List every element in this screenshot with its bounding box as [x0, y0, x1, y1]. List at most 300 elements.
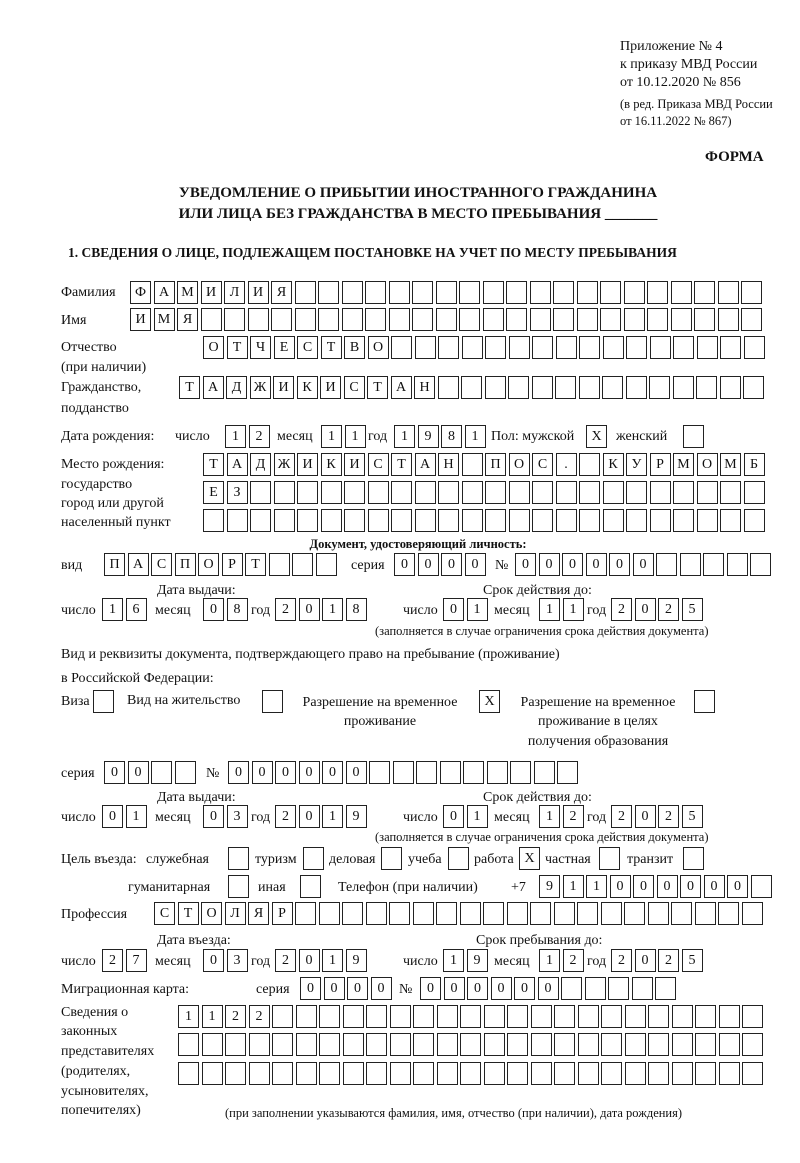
character-cell[interactable] [554, 1005, 575, 1028]
character-cell[interactable] [249, 1033, 270, 1056]
character-cell[interactable]: 1 [586, 875, 607, 898]
character-cell[interactable] [649, 376, 670, 399]
checkbox-cell[interactable]: X [479, 690, 500, 713]
character-cell[interactable] [553, 308, 574, 331]
stay-doc-number-field[interactable] [228, 761, 581, 784]
character-cell[interactable]: 1 [539, 805, 560, 828]
character-cell[interactable]: 2 [249, 425, 270, 448]
character-cell[interactable] [750, 553, 771, 576]
character-cell[interactable] [509, 336, 530, 359]
character-cell[interactable] [556, 509, 577, 532]
character-cell[interactable] [151, 761, 172, 784]
character-cell[interactable]: 0 [104, 761, 125, 784]
migration-card-series-field[interactable] [300, 977, 394, 1000]
birth-place-field[interactable] [203, 453, 767, 476]
purpose-tourism-checkbox[interactable] [303, 847, 327, 870]
character-cell[interactable] [440, 761, 461, 784]
character-cell[interactable] [248, 308, 269, 331]
character-cell[interactable] [484, 1005, 505, 1028]
character-cell[interactable] [413, 902, 434, 925]
character-cell[interactable]: Ж [250, 376, 271, 399]
patronymic-field[interactable] [203, 336, 767, 359]
character-cell[interactable] [531, 1033, 552, 1056]
character-cell[interactable]: 0 [346, 761, 367, 784]
character-cell[interactable]: 2 [611, 949, 632, 972]
character-cell[interactable] [391, 509, 412, 532]
migration-card-number-field[interactable] [420, 977, 679, 1000]
character-cell[interactable]: 0 [347, 977, 368, 1000]
character-cell[interactable]: Е [203, 481, 224, 504]
character-cell[interactable]: 1 [321, 425, 342, 448]
character-cell[interactable] [509, 481, 530, 504]
character-cell[interactable] [744, 336, 765, 359]
character-cell[interactable] [390, 1005, 411, 1028]
character-cell[interactable]: 0 [324, 977, 345, 1000]
character-cell[interactable]: К [297, 376, 318, 399]
character-cell[interactable] [463, 761, 484, 784]
character-cell[interactable]: Н [438, 453, 459, 476]
character-cell[interactable] [269, 553, 290, 576]
character-cell[interactable]: А [128, 553, 149, 576]
character-cell[interactable]: 2 [249, 1005, 270, 1028]
birth-place-field[interactable] [203, 481, 767, 504]
character-cell[interactable] [507, 1005, 528, 1028]
character-cell[interactable]: 0 [203, 598, 224, 621]
character-cell[interactable]: 0 [252, 761, 273, 784]
character-cell[interactable]: К [603, 453, 624, 476]
character-cell[interactable] [624, 902, 645, 925]
character-cell[interactable]: Я [177, 308, 198, 331]
checkbox-cell[interactable] [303, 847, 324, 870]
character-cell[interactable] [178, 1062, 199, 1085]
character-cell[interactable] [412, 281, 433, 304]
character-cell[interactable] [727, 553, 748, 576]
character-cell[interactable] [319, 1062, 340, 1085]
checkbox-cell[interactable] [228, 875, 249, 898]
character-cell[interactable]: А [391, 376, 412, 399]
character-cell[interactable] [718, 308, 739, 331]
valid-month-field[interactable] [539, 598, 586, 621]
character-cell[interactable]: Т [203, 453, 224, 476]
character-cell[interactable]: 2 [611, 805, 632, 828]
character-cell[interactable]: 0 [418, 553, 439, 576]
character-cell[interactable]: 2 [275, 805, 296, 828]
character-cell[interactable] [579, 509, 600, 532]
visa-checkbox[interactable] [93, 690, 117, 713]
character-cell[interactable]: Р [272, 902, 293, 925]
character-cell[interactable] [579, 453, 600, 476]
character-cell[interactable] [742, 1005, 763, 1028]
character-cell[interactable] [343, 1005, 364, 1028]
character-cell[interactable] [413, 1062, 434, 1085]
character-cell[interactable] [483, 281, 504, 304]
character-cell[interactable] [625, 1005, 646, 1028]
character-cell[interactable]: 0 [491, 977, 512, 1000]
character-cell[interactable] [484, 1033, 505, 1056]
character-cell[interactable]: 1 [563, 598, 584, 621]
character-cell[interactable] [436, 902, 457, 925]
character-cell[interactable] [696, 376, 717, 399]
character-cell[interactable]: 3 [227, 949, 248, 972]
character-cell[interactable] [655, 977, 676, 1000]
character-cell[interactable] [530, 308, 551, 331]
issue-day-field[interactable] [102, 805, 149, 828]
character-cell[interactable] [672, 1062, 693, 1085]
character-cell[interactable]: 2 [611, 598, 632, 621]
character-cell[interactable] [648, 1062, 669, 1085]
character-cell[interactable]: З [227, 481, 248, 504]
character-cell[interactable] [460, 1062, 481, 1085]
character-cell[interactable]: И [320, 376, 341, 399]
character-cell[interactable] [673, 481, 694, 504]
birth-day-field[interactable] [225, 425, 272, 448]
character-cell[interactable]: 0 [228, 761, 249, 784]
character-cell[interactable] [648, 1033, 669, 1056]
character-cell[interactable] [603, 509, 624, 532]
character-cell[interactable] [321, 509, 342, 532]
character-cell[interactable]: С [344, 376, 365, 399]
checkbox-cell[interactable] [300, 875, 321, 898]
issue-month-field[interactable] [203, 805, 250, 828]
character-cell[interactable] [507, 902, 528, 925]
character-cell[interactable] [601, 902, 622, 925]
character-cell[interactable] [437, 1005, 458, 1028]
character-cell[interactable] [319, 1033, 340, 1056]
character-cell[interactable]: 2 [102, 949, 123, 972]
character-cell[interactable]: 1 [467, 805, 488, 828]
sex-female-checkbox[interactable] [683, 425, 707, 448]
character-cell[interactable]: 0 [203, 805, 224, 828]
character-cell[interactable]: Д [250, 453, 271, 476]
character-cell[interactable]: 0 [300, 977, 321, 1000]
character-cell[interactable]: Р [650, 453, 671, 476]
character-cell[interactable] [438, 336, 459, 359]
character-cell[interactable]: 0 [727, 875, 748, 898]
checkbox-cell[interactable]: X [586, 425, 607, 448]
character-cell[interactable] [650, 481, 671, 504]
character-cell[interactable] [343, 1033, 364, 1056]
sex-male-checkbox[interactable] [586, 425, 610, 448]
character-cell[interactable] [343, 1062, 364, 1085]
character-cell[interactable]: 1 [539, 949, 560, 972]
character-cell[interactable] [296, 1005, 317, 1028]
character-cell[interactable] [462, 481, 483, 504]
character-cell[interactable]: С [532, 453, 553, 476]
character-cell[interactable] [460, 1033, 481, 1056]
character-cell[interactable] [438, 509, 459, 532]
character-cell[interactable]: 0 [394, 553, 415, 576]
character-cell[interactable] [369, 761, 390, 784]
character-cell[interactable] [316, 553, 337, 576]
stay-until-day-field[interactable] [443, 949, 490, 972]
character-cell[interactable]: О [697, 453, 718, 476]
valid-year-field[interactable] [611, 598, 705, 621]
character-cell[interactable] [647, 308, 668, 331]
character-cell[interactable]: Т [179, 376, 200, 399]
character-cell[interactable] [415, 481, 436, 504]
birth-place-field[interactable] [203, 509, 767, 532]
character-cell[interactable]: О [201, 902, 222, 925]
character-cell[interactable] [625, 1033, 646, 1056]
character-cell[interactable] [695, 902, 716, 925]
character-cell[interactable]: Т [245, 553, 266, 576]
character-cell[interactable] [295, 902, 316, 925]
character-cell[interactable] [462, 453, 483, 476]
character-cell[interactable] [366, 1005, 387, 1028]
character-cell[interactable] [602, 376, 623, 399]
character-cell[interactable]: Ф [130, 281, 151, 304]
valid-day-field[interactable] [443, 805, 490, 828]
character-cell[interactable]: 2 [563, 949, 584, 972]
character-cell[interactable]: А [415, 453, 436, 476]
character-cell[interactable] [295, 308, 316, 331]
character-cell[interactable]: 0 [299, 761, 320, 784]
id-doc-number-field[interactable] [515, 553, 774, 576]
character-cell[interactable]: 0 [465, 553, 486, 576]
character-cell[interactable] [295, 281, 316, 304]
character-cell[interactable]: Т [367, 376, 388, 399]
character-cell[interactable]: О [198, 553, 219, 576]
character-cell[interactable]: Ч [250, 336, 271, 359]
character-cell[interactable]: И [248, 281, 269, 304]
character-cell[interactable] [556, 336, 577, 359]
character-cell[interactable]: С [368, 453, 389, 476]
purpose-other-checkbox[interactable] [300, 875, 324, 898]
checkbox-cell[interactable] [262, 690, 283, 713]
character-cell[interactable] [718, 281, 739, 304]
character-cell[interactable] [719, 1033, 740, 1056]
character-cell[interactable] [553, 281, 574, 304]
purpose-transit-checkbox[interactable] [683, 847, 707, 870]
character-cell[interactable]: О [203, 336, 224, 359]
character-cell[interactable] [601, 1033, 622, 1056]
character-cell[interactable] [718, 902, 739, 925]
character-cell[interactable]: 8 [441, 425, 462, 448]
character-cell[interactable]: 1 [126, 805, 147, 828]
character-cell[interactable]: 2 [275, 949, 296, 972]
character-cell[interactable] [460, 1005, 481, 1028]
character-cell[interactable] [507, 1033, 528, 1056]
character-cell[interactable]: 1 [443, 949, 464, 972]
profession-field[interactable] [154, 902, 765, 925]
character-cell[interactable] [585, 977, 606, 1000]
character-cell[interactable] [673, 509, 694, 532]
checkbox-cell[interactable] [93, 690, 114, 713]
character-cell[interactable] [673, 376, 694, 399]
character-cell[interactable] [483, 902, 504, 925]
checkbox-cell[interactable] [228, 847, 249, 870]
character-cell[interactable]: 0 [420, 977, 441, 1000]
character-cell[interactable] [461, 376, 482, 399]
character-cell[interactable] [506, 281, 527, 304]
character-cell[interactable] [366, 1033, 387, 1056]
character-cell[interactable]: 0 [539, 553, 560, 576]
character-cell[interactable] [389, 281, 410, 304]
character-cell[interactable] [650, 509, 671, 532]
character-cell[interactable]: 0 [299, 949, 320, 972]
character-cell[interactable] [531, 1062, 552, 1085]
character-cell[interactable]: 0 [586, 553, 607, 576]
character-cell[interactable] [391, 336, 412, 359]
character-cell[interactable] [741, 308, 762, 331]
purpose-private-checkbox[interactable] [599, 847, 623, 870]
character-cell[interactable]: 1 [202, 1005, 223, 1028]
character-cell[interactable] [365, 308, 386, 331]
character-cell[interactable] [292, 553, 313, 576]
character-cell[interactable] [508, 376, 529, 399]
character-cell[interactable]: 1 [322, 949, 343, 972]
character-cell[interactable] [744, 481, 765, 504]
character-cell[interactable]: 0 [128, 761, 149, 784]
character-cell[interactable] [487, 761, 508, 784]
character-cell[interactable] [534, 761, 555, 784]
character-cell[interactable] [462, 509, 483, 532]
character-cell[interactable] [318, 281, 339, 304]
character-cell[interactable] [224, 308, 245, 331]
character-cell[interactable]: 2 [275, 598, 296, 621]
character-cell[interactable] [201, 308, 222, 331]
character-cell[interactable] [741, 281, 762, 304]
character-cell[interactable]: 1 [178, 1005, 199, 1028]
character-cell[interactable] [415, 336, 436, 359]
character-cell[interactable]: 0 [633, 875, 654, 898]
character-cell[interactable] [483, 308, 504, 331]
issue-day-field[interactable] [102, 598, 149, 621]
character-cell[interactable] [393, 761, 414, 784]
character-cell[interactable] [390, 1033, 411, 1056]
character-cell[interactable]: Я [248, 902, 269, 925]
character-cell[interactable]: 9 [346, 805, 367, 828]
character-cell[interactable] [579, 481, 600, 504]
character-cell[interactable]: 2 [658, 805, 679, 828]
character-cell[interactable]: 0 [322, 761, 343, 784]
character-cell[interactable]: 1 [539, 598, 560, 621]
character-cell[interactable]: 8 [227, 598, 248, 621]
character-cell[interactable] [720, 481, 741, 504]
character-cell[interactable]: 1 [322, 805, 343, 828]
character-cell[interactable] [509, 509, 530, 532]
character-cell[interactable]: 1 [563, 875, 584, 898]
id-doc-series-field[interactable] [394, 553, 488, 576]
character-cell[interactable] [413, 1005, 434, 1028]
character-cell[interactable]: 0 [704, 875, 725, 898]
character-cell[interactable] [321, 481, 342, 504]
character-cell[interactable]: И [130, 308, 151, 331]
character-cell[interactable] [532, 481, 553, 504]
character-cell[interactable] [342, 308, 363, 331]
character-cell[interactable] [274, 481, 295, 504]
character-cell[interactable]: О [368, 336, 389, 359]
character-cell[interactable] [272, 1033, 293, 1056]
character-cell[interactable]: 1 [345, 425, 366, 448]
character-cell[interactable] [554, 902, 575, 925]
character-cell[interactable] [578, 1005, 599, 1028]
character-cell[interactable] [656, 553, 677, 576]
character-cell[interactable] [697, 481, 718, 504]
character-cell[interactable] [506, 308, 527, 331]
character-cell[interactable] [532, 376, 553, 399]
checkbox-cell[interactable] [599, 847, 620, 870]
checkbox-cell[interactable] [683, 847, 704, 870]
character-cell[interactable] [485, 376, 506, 399]
character-cell[interactable] [249, 1062, 270, 1085]
representatives-field[interactable] [178, 1005, 766, 1028]
character-cell[interactable]: 5 [682, 949, 703, 972]
character-cell[interactable]: О [509, 453, 530, 476]
character-cell[interactable] [720, 336, 741, 359]
character-cell[interactable] [296, 1062, 317, 1085]
character-cell[interactable] [459, 308, 480, 331]
character-cell[interactable]: 0 [443, 598, 464, 621]
character-cell[interactable]: Н [414, 376, 435, 399]
character-cell[interactable] [577, 308, 598, 331]
character-cell[interactable]: 0 [610, 875, 631, 898]
character-cell[interactable] [695, 1062, 716, 1085]
character-cell[interactable]: А [154, 281, 175, 304]
character-cell[interactable] [416, 761, 437, 784]
character-cell[interactable] [554, 1062, 575, 1085]
temp-residence-edu-checkbox[interactable] [694, 690, 718, 713]
character-cell[interactable] [608, 977, 629, 1000]
character-cell[interactable]: 0 [562, 553, 583, 576]
character-cell[interactable] [530, 902, 551, 925]
character-cell[interactable]: И [273, 376, 294, 399]
character-cell[interactable]: 5 [682, 805, 703, 828]
character-cell[interactable] [507, 1062, 528, 1085]
character-cell[interactable] [202, 1033, 223, 1056]
character-cell[interactable]: 1 [467, 598, 488, 621]
representatives-field[interactable] [178, 1062, 766, 1085]
character-cell[interactable]: К [321, 453, 342, 476]
character-cell[interactable] [579, 336, 600, 359]
character-cell[interactable]: М [720, 453, 741, 476]
character-cell[interactable] [600, 308, 621, 331]
character-cell[interactable]: 9 [539, 875, 560, 898]
stay-until-year-field[interactable] [611, 949, 705, 972]
stay-doc-series-field[interactable] [104, 761, 198, 784]
character-cell[interactable] [274, 509, 295, 532]
character-cell[interactable]: 8 [346, 598, 367, 621]
character-cell[interactable]: 0 [515, 553, 536, 576]
character-cell[interactable] [601, 1005, 622, 1028]
character-cell[interactable] [672, 1005, 693, 1028]
character-cell[interactable] [531, 1005, 552, 1028]
character-cell[interactable]: 0 [371, 977, 392, 1000]
character-cell[interactable] [743, 376, 764, 399]
character-cell[interactable] [485, 481, 506, 504]
character-cell[interactable] [342, 902, 363, 925]
character-cell[interactable]: С [151, 553, 172, 576]
character-cell[interactable]: 0 [514, 977, 535, 1000]
character-cell[interactable] [671, 308, 692, 331]
character-cell[interactable] [460, 902, 481, 925]
character-cell[interactable] [694, 308, 715, 331]
character-cell[interactable] [579, 376, 600, 399]
character-cell[interactable] [742, 1033, 763, 1056]
character-cell[interactable]: 1 [322, 598, 343, 621]
character-cell[interactable]: Л [225, 902, 246, 925]
character-cell[interactable] [272, 1062, 293, 1085]
character-cell[interactable]: . [556, 453, 577, 476]
purpose-business-checkbox[interactable] [381, 847, 405, 870]
character-cell[interactable] [297, 481, 318, 504]
character-cell[interactable]: 6 [126, 598, 147, 621]
surname-field[interactable] [130, 281, 765, 304]
character-cell[interactable] [366, 902, 387, 925]
character-cell[interactable] [415, 509, 436, 532]
character-cell[interactable]: П [485, 453, 506, 476]
character-cell[interactable]: С [154, 902, 175, 925]
